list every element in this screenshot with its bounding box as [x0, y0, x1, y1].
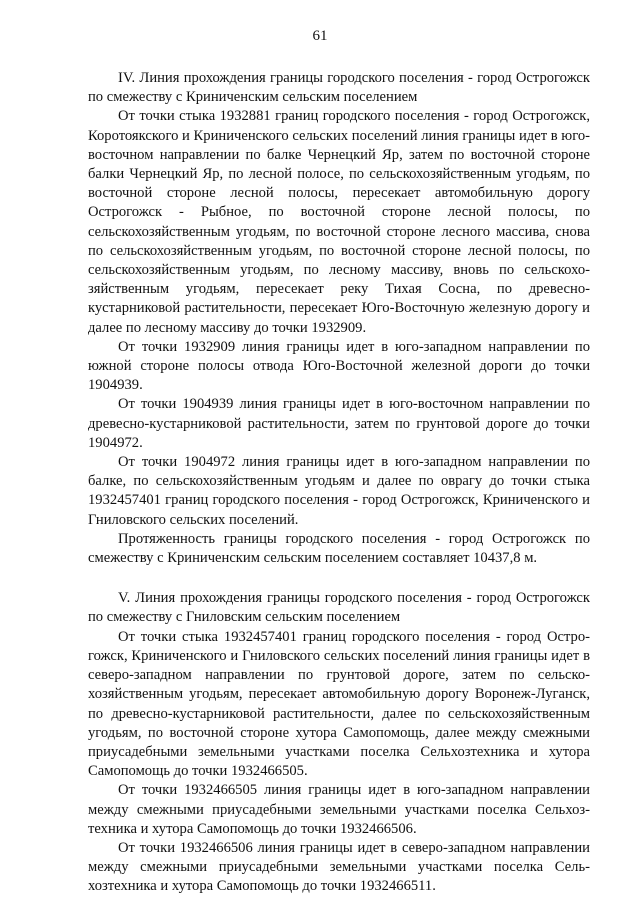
section-v-heading: V. Линия прохождения границы городского поселения - город Острогожск по смежеству с Гниловским сельским поселением [88, 590, 590, 626]
paragraph: От точки 1932466505 линия границы идет в юго-западном направлении между смежными приусадебными земельными участками поселка Сельхозтехника и хутора Самопомощь до точки 1932466506. [88, 782, 590, 837]
paragraph: От точки 1904939 линия границы идет в юго-восточном направлении по древесно-кустарниковой растительности, затем по грунтовой дороге до точки 1904972. [88, 396, 590, 451]
section-iv-heading: IV. Линия прохождения границы городского поселения - город Острогожск по смежеству с Криниченским сельским поселением [88, 70, 590, 106]
paragraph: От точки 1932466506 линия границы идет в северо-западном направлении между смежными приусадебными земельными участками поселка Сельхозтехника и хутора Самопомощь до точки 1932466511. [88, 839, 590, 895]
section-iv [88, 69, 590, 568]
paragraph: От точки стыка 1932881 границ городского поселения - город Острогожск, Коротоякского и Криниченского сельских поселений линия границы идет в юго-восточном направлении по балке Чернецкий Яр, затем по восточной стороне балки Чернецкий Яр, по лесной полосе, по сельскохозяйственным угодьям, по восточной стороне лесной полосы, пересекает автомобильную дорогу Острогожск - Рыбное, по восточной стороне лесной полосы, по сельскохозяйственным угодьям, по восточной стороне лесного массива, снова по сельскохозяйственным угодьям, по восточной стороне лесной полосы, по сельскохозяйственным угодьям, по лесному массиву, вновь по сельскохозяйственным угодьям, пересекает реку Тихая Сосна, по древесно-кустарниковой растительности, пересекает Юго-Восточную железную дорогу и далее по лесному массиву до точки 1932909. [88, 108, 590, 336]
paragraph: От точки 1932909 линия границы идет в юго-западном направлении по южной стороне полосы отвода Юго-Восточной железной дороги до точки 1904939. [88, 338, 590, 394]
page-number: 61 [312, 28, 328, 44]
section-v [88, 589, 590, 896]
paragraph-length-summary: Протяженность границы городского поселения - город Острогожск по смежеству с Криниченским сельским поселением составляет 10437,8 м. [88, 530, 590, 567]
paragraph: От точки 1904972 линия границы идет в юго-западном направлении по балке, по сельскохозяйственным угодьям и далее по оврагу до точки стыка 1932457401 границ городского поселения - город Острогожск, Криниченского и Гниловского сельских поселений. [88, 454, 590, 528]
paragraph: От точки стыка 1932457401 границ городского поселения - город Острогожск, Криниченского и Гниловского сельских поселений линия границы идет в северо-западном направлении по грунтовой дороге, затем по сельскохозяйственным угодьям, пересекает автомобильную дорогу Воронеж-Луганск, по древесно-кустарниковой растительности, далее по сельскохозяйственным угодьям, по восточной стороне хутора Самопомощь, далее между смежными приусадебными земельными участками поселка Сельхозтехника и хутора Самопомощь до точки 1932466505. [88, 628, 590, 780]
document-body [88, 69, 590, 897]
